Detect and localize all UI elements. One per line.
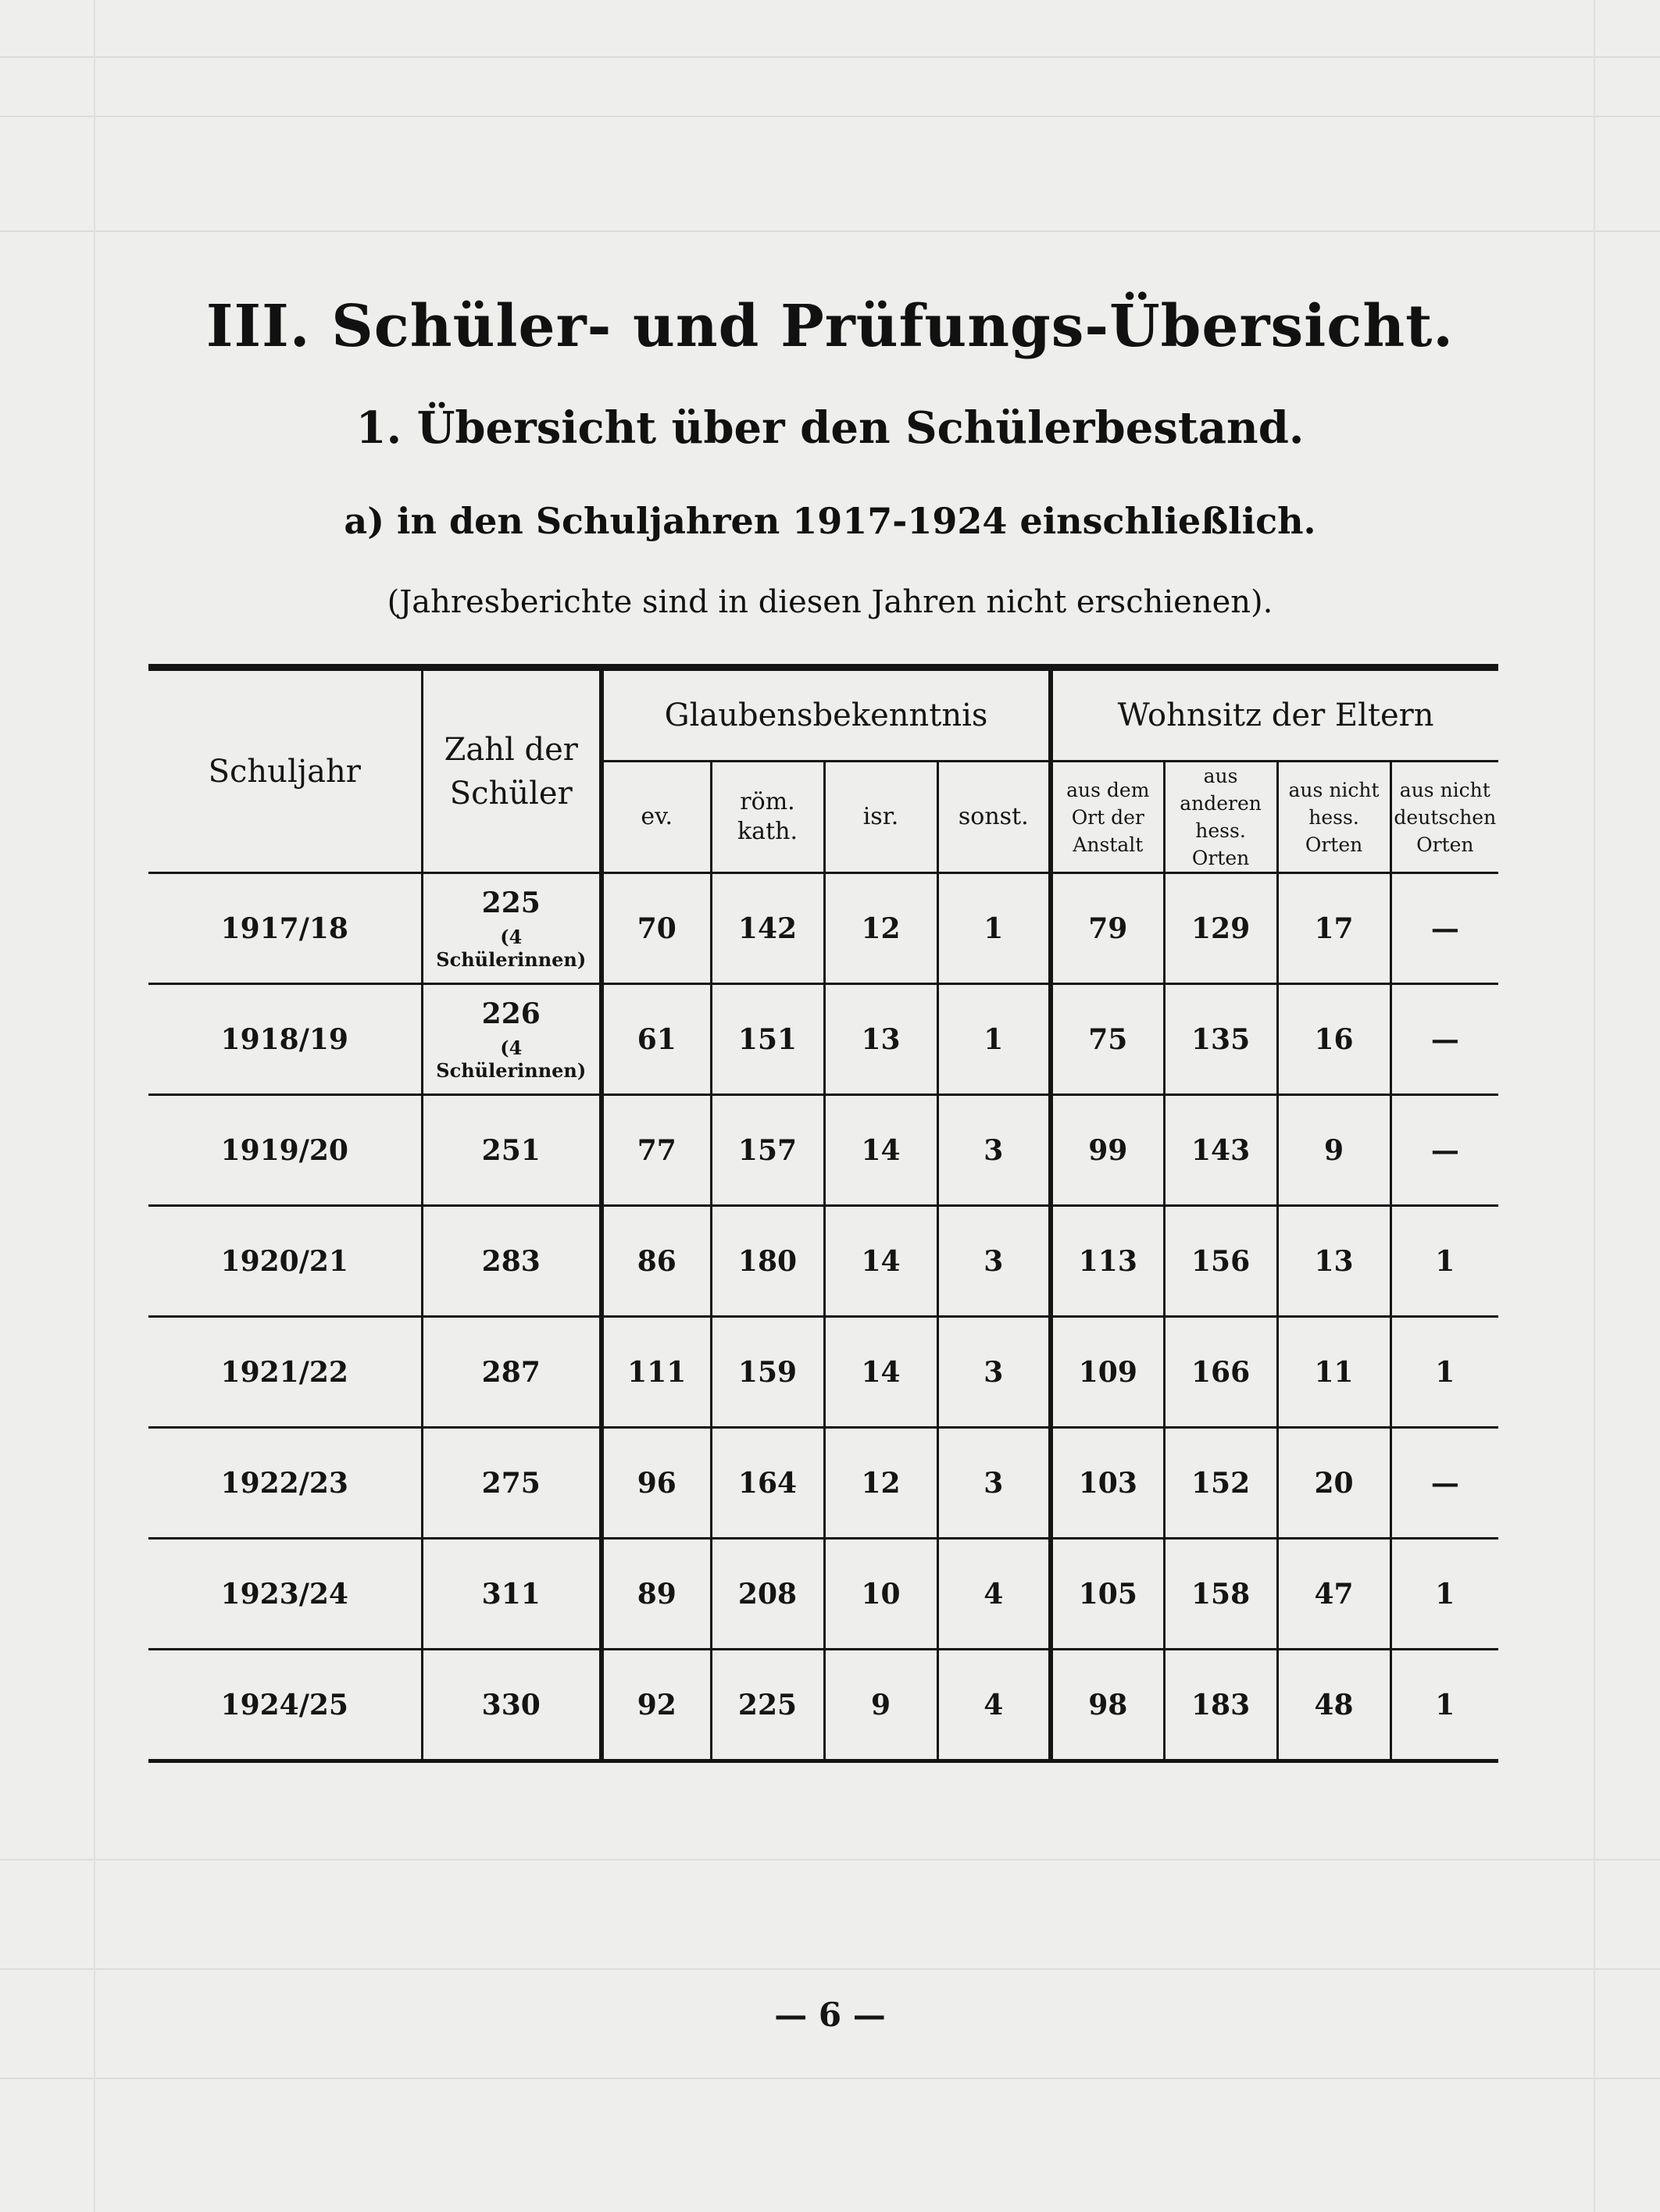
student-table (148, 664, 1498, 1721)
cell-count (422, 1428, 602, 1539)
cell-year: 1918/19 (148, 984, 422, 1095)
cell-nicht-deutsch: — (1390, 873, 1498, 984)
header-year: Schuljahr (148, 668, 422, 873)
cell-ev: 89 (602, 1539, 711, 1650)
count-value: 251 (481, 1133, 541, 1167)
table-row (148, 984, 1498, 1095)
count-note: (4 Schülerinnen) (436, 1036, 587, 1082)
header-kath: röm. kath. (711, 762, 824, 873)
cell-ort: 79 (1051, 873, 1164, 984)
cell-nicht-hess: 20 (1277, 1428, 1390, 1539)
header-hess: aus anderen hess. Orten (1164, 762, 1277, 873)
cell-count (422, 984, 602, 1095)
cell-ev: 70 (602, 873, 711, 984)
cell-ev: 77 (602, 1095, 711, 1206)
cell-hess: 183 (1164, 1650, 1277, 1761)
cell-hess: 135 (1164, 984, 1277, 1095)
cell-nicht-deutsch: 1 (1390, 1206, 1498, 1317)
cell-nicht-deutsch: 1 (1390, 1539, 1498, 1650)
cell-ort: 98 (1051, 1650, 1164, 1761)
table-row (148, 1206, 1498, 1317)
cell-hess: 156 (1164, 1206, 1277, 1317)
cell-sonst: 3 (937, 1206, 1051, 1317)
count-value: 330 (481, 1688, 541, 1721)
cell-ort: 105 (1051, 1539, 1164, 1650)
table-row (148, 1650, 1498, 1761)
cell-sonst: 1 (937, 873, 1051, 984)
bleed-line (0, 116, 1660, 117)
sub-title: 1. Übersicht über den Schülerbestand. (355, 402, 1305, 454)
cell-kath: 164 (711, 1428, 824, 1539)
header-ev: ev. (602, 762, 711, 873)
count-value: 226 (481, 997, 541, 1030)
header-religion: Glaubensbekenntnis (602, 668, 1051, 762)
cell-ev: 61 (602, 984, 711, 1095)
count-value: 225 (481, 886, 541, 919)
cell-nicht-deutsch: 1 (1390, 1650, 1498, 1761)
cell-count (422, 1650, 602, 1761)
cell-nicht-hess: 47 (1277, 1539, 1390, 1650)
table-row (148, 1095, 1498, 1206)
cell-kath: 180 (711, 1206, 824, 1317)
header-residence: Wohnsitz der Eltern (1051, 668, 1498, 762)
cell-count (422, 1539, 602, 1650)
cell-isr: 14 (824, 1095, 937, 1206)
cell-hess: 129 (1164, 873, 1277, 984)
cell-ev: 111 (602, 1317, 711, 1428)
header-nicht-hess: aus nicht hess. Orten (1277, 762, 1390, 873)
cell-ev: 96 (602, 1428, 711, 1539)
bleed-line (0, 1968, 1660, 1970)
cell-ev: 92 (602, 1650, 711, 1761)
cell-nicht-deutsch: 1 (1390, 1317, 1498, 1428)
cell-ev: 86 (602, 1206, 711, 1317)
header-ort: aus dem Ort der Anstalt (1051, 762, 1164, 873)
bleed-line (0, 56, 1660, 58)
note: (Jahresberichte sind in diesen Jahren nicht erschienen). (387, 584, 1273, 620)
cell-sonst: 1 (937, 984, 1051, 1095)
cell-isr: 12 (824, 1428, 937, 1539)
cell-ort: 99 (1051, 1095, 1164, 1206)
cell-year: 1923/24 (148, 1539, 422, 1650)
cell-isr: 14 (824, 1206, 937, 1317)
cell-sonst: 4 (937, 1539, 1051, 1650)
cell-kath: 208 (711, 1539, 824, 1650)
cell-nicht-deutsch: — (1390, 1095, 1498, 1206)
cell-nicht-hess: 48 (1277, 1650, 1390, 1761)
bleed-line (0, 2078, 1660, 2079)
header-isr: isr. (824, 762, 937, 873)
cell-kath: 151 (711, 984, 824, 1095)
cell-hess: 166 (1164, 1317, 1277, 1428)
cell-count (422, 873, 602, 984)
cell-hess: 152 (1164, 1428, 1277, 1539)
header-nicht-deutsch: aus nicht deutschen Orten (1390, 762, 1498, 873)
table-row (148, 1317, 1498, 1428)
cell-kath: 142 (711, 873, 824, 984)
cell-year: 1917/18 (148, 873, 422, 984)
cell-isr: 13 (824, 984, 937, 1095)
cell-nicht-hess: 16 (1277, 984, 1390, 1095)
count-value: 287 (481, 1355, 541, 1389)
cell-year: 1919/20 (148, 1095, 422, 1206)
cell-hess: 143 (1164, 1095, 1277, 1206)
cell-nicht-hess: 11 (1277, 1317, 1390, 1428)
cell-ort: 75 (1051, 984, 1164, 1095)
cell-count (422, 1095, 602, 1206)
cell-isr: 10 (824, 1539, 937, 1650)
page-number: — 6 — (774, 1996, 886, 2034)
cell-nicht-hess: 9 (1277, 1095, 1390, 1206)
cell-hess: 158 (1164, 1539, 1277, 1650)
count-note: (4 Schülerinnen) (436, 925, 587, 971)
cell-nicht-hess: 17 (1277, 873, 1390, 984)
table-row (148, 873, 1498, 984)
cell-sonst: 3 (937, 1095, 1051, 1206)
cell-isr: 12 (824, 873, 937, 984)
section-title: a) in den Schuljahren 1917-1924 einschließlich. (344, 500, 1316, 542)
bleed-line (0, 230, 1660, 232)
count-value: 311 (481, 1577, 541, 1611)
cell-year: 1920/21 (148, 1206, 422, 1317)
cell-year: 1921/22 (148, 1317, 422, 1428)
cell-count (422, 1317, 602, 1428)
table-row (148, 1428, 1498, 1539)
cell-nicht-hess: 13 (1277, 1206, 1390, 1317)
cell-sonst: 4 (937, 1650, 1051, 1761)
count-value: 275 (481, 1466, 541, 1500)
cell-isr: 9 (824, 1650, 937, 1761)
bleed-line (0, 1859, 1660, 1861)
header-count: Zahl der Schüler (422, 668, 602, 873)
cell-isr: 14 (824, 1317, 937, 1428)
cell-ort: 103 (1051, 1428, 1164, 1539)
cell-kath: 159 (711, 1317, 824, 1428)
cell-kath: 157 (711, 1095, 824, 1206)
cell-ort: 113 (1051, 1206, 1164, 1317)
cell-ort: 109 (1051, 1317, 1164, 1428)
cell-sonst: 3 (937, 1317, 1051, 1428)
cell-nicht-deutsch: — (1390, 984, 1498, 1095)
cell-count (422, 1206, 602, 1317)
cell-kath: 225 (711, 1650, 824, 1761)
cell-year: 1922/23 (148, 1428, 422, 1539)
cell-sonst: 3 (937, 1428, 1051, 1539)
cell-year: 1924/25 (148, 1650, 422, 1761)
cell-nicht-deutsch: — (1390, 1428, 1498, 1539)
main-title: III. Schüler- und Prüfungs-Übersicht. (205, 293, 1455, 360)
count-value: 283 (481, 1244, 541, 1278)
table-row (148, 1539, 1498, 1650)
header-sonst: sonst. (937, 762, 1051, 873)
